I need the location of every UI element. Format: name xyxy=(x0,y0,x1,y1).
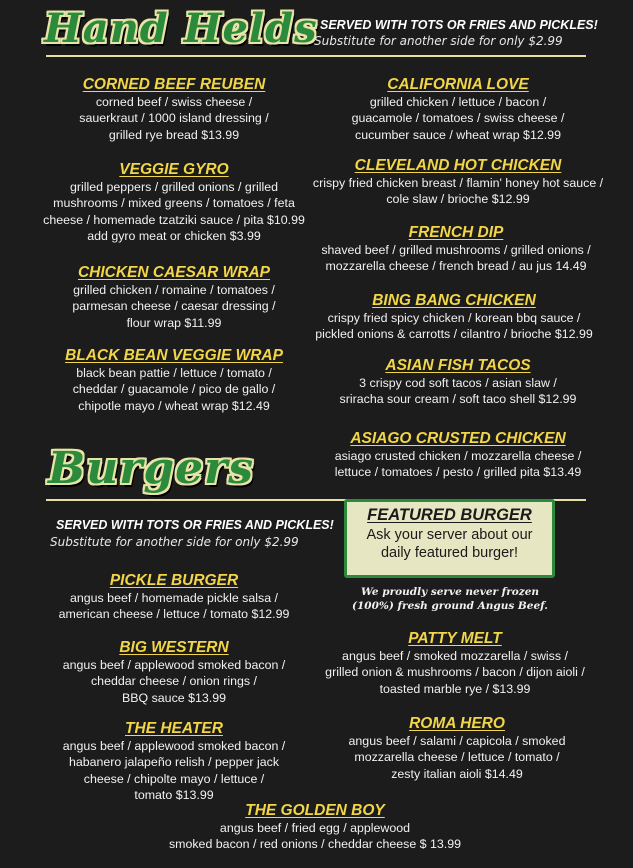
item-name: CORNED BEEF REUBEN xyxy=(82,76,266,93)
item-name: ASIAN FISH TACOS xyxy=(385,357,531,374)
item-desc: angus beef / applewood smoked bacon / cheddar cheese / onion rings / BBQ sauce $13.99 xyxy=(62,658,286,705)
item-name: BLACK BEAN VEGGIE WRAP xyxy=(65,347,283,364)
hand-helds-title: Hand Helds xyxy=(44,5,318,52)
burgers-substitute-note: Substitute for another side for only $2.99 xyxy=(50,535,299,549)
menu-item-california-love xyxy=(318,75,598,143)
menu-item-cleveland-hot-chicken xyxy=(310,156,606,208)
item-desc: angus beef / fried egg / applewood smoked bacon / red onions / cheddar cheese $ 13.99 xyxy=(168,821,462,852)
burgers-title: Burgers xyxy=(48,443,255,494)
featured-burger-title: FEATURED BURGER xyxy=(367,506,532,524)
item-desc: grilled chicken / romaine / tomatoes / parmesan cheese / caesar dressing / flour wrap $11.99 xyxy=(72,283,276,330)
item-desc: asiago crusted chicken / mozzarella cheese / lettuce / tomatoes / pesto / grilled pita $13.49 xyxy=(334,449,582,480)
item-name: CLEVELAND HOT CHICKEN xyxy=(354,157,562,174)
menu-item-french-dip xyxy=(306,223,606,275)
item-desc: angus beef / applewood smoked bacon / habanero jalapeño relish / pepper jack cheese / chipolte mayo / lettuce / tomato $13.99 xyxy=(62,739,286,802)
menu-item-big-western xyxy=(36,638,312,706)
menu-item-asiago-crusted-chicken xyxy=(310,429,606,481)
menu-item-bing-bang-chicken xyxy=(302,291,606,343)
item-name: FRENCH DIP xyxy=(408,224,504,241)
item-desc: grilled peppers / grilled onions / grilled mushrooms / mixed greens / tomatoes / feta cheese / homemade tzatziki sauce / pita $10.99 add gyro meat or chicken $3.99 xyxy=(43,180,305,243)
hand-helds-divider xyxy=(46,55,586,57)
menu-item-the-golden-boy xyxy=(150,801,480,853)
item-name: CHICKEN CAESAR WRAP xyxy=(77,264,271,281)
item-desc: angus beef / homemade pickle salsa / american cheese / lettuce / tomato $12.99 xyxy=(58,591,290,622)
item-name: ASIAGO CRUSTED CHICKEN xyxy=(350,430,566,447)
item-desc: black bean pattie / lettuce / tomato / cheddar / guacamole / pico de gallo / chipotle mayo / wheat wrap $12.49 xyxy=(72,366,276,413)
item-name: BIG WESTERN xyxy=(119,639,229,656)
featured-burger-desc: Ask your server about our daily featured burger! xyxy=(366,527,533,561)
menu-item-corned-beef-reuben xyxy=(44,75,304,143)
menu-item-patty-melt xyxy=(310,629,600,697)
item-name: PATTY MELT xyxy=(408,630,502,647)
angus-beef-note: We proudly serve never frozen (100%) fresh ground Angus Beef. xyxy=(352,586,548,612)
menu-item-black-bean-veggie-wrap xyxy=(44,346,304,414)
item-name: THE HEATER xyxy=(125,720,223,737)
hand-helds-substitute-note: Substitute for another side for only $2.99 xyxy=(314,34,563,48)
hand-helds-serve-note: SERVED WITH TOTS OR FRIES AND PICKLES! xyxy=(320,18,598,32)
item-desc: grilled chicken / lettuce / bacon / guacamole / tomatoes / swiss cheese / cucumber sauce / wheat wrap $12.99 xyxy=(351,95,565,142)
item-name: CALIFORNIA LOVE xyxy=(387,76,529,93)
featured-burger-box xyxy=(344,499,555,578)
item-desc: angus beef / smoked mozzarella / swiss / grilled onion & mushrooms / bacon / dijon aioli / toasted marble rye / $13.99 xyxy=(325,649,585,696)
item-name: VEGGIE GYRO xyxy=(119,161,229,178)
item-desc: crispy fried chicken breast / flamin' honey hot sauce / cole slaw / brioche $12.99 xyxy=(312,176,604,207)
item-name: BING BANG CHICKEN xyxy=(372,292,536,309)
item-desc: shaved beef / grilled mushrooms / grilled onions / mozzarella cheese / french bread / au jus 14.49 xyxy=(321,243,591,274)
item-desc: corned beef / swiss cheese / sauerkraut / 1000 island dressing / grilled rye bread $13.99 xyxy=(79,95,269,142)
item-desc: crispy fried spicy chicken / korean bbq sauce / pickled onions & carrotts / cilantro / brioche $12.99 xyxy=(315,311,593,342)
burgers-serve-note: SERVED WITH TOTS OR FRIES AND PICKLES! xyxy=(56,518,334,532)
item-name: PICKLE BURGER xyxy=(109,572,239,589)
menu-item-roma-hero xyxy=(314,714,600,782)
menu-item-pickle-burger xyxy=(36,571,312,623)
menu-item-veggie-gyro xyxy=(24,160,324,244)
menu-item-asian-fish-tacos xyxy=(318,356,598,408)
menu-item-the-heater xyxy=(36,719,312,803)
menu-item-chicken-caesar-wrap xyxy=(44,263,304,331)
item-desc: 3 crispy cod soft tacos / asian slaw / sriracha sour cream / soft taco shell $12.99 xyxy=(339,376,577,407)
item-desc: angus beef / salami / capicola / smoked mozzarella cheese / lettuce / tomato / zesty italian aioli $14.49 xyxy=(348,734,566,781)
item-name: ROMA HERO xyxy=(409,715,505,732)
item-name: THE GOLDEN BOY xyxy=(245,802,385,819)
